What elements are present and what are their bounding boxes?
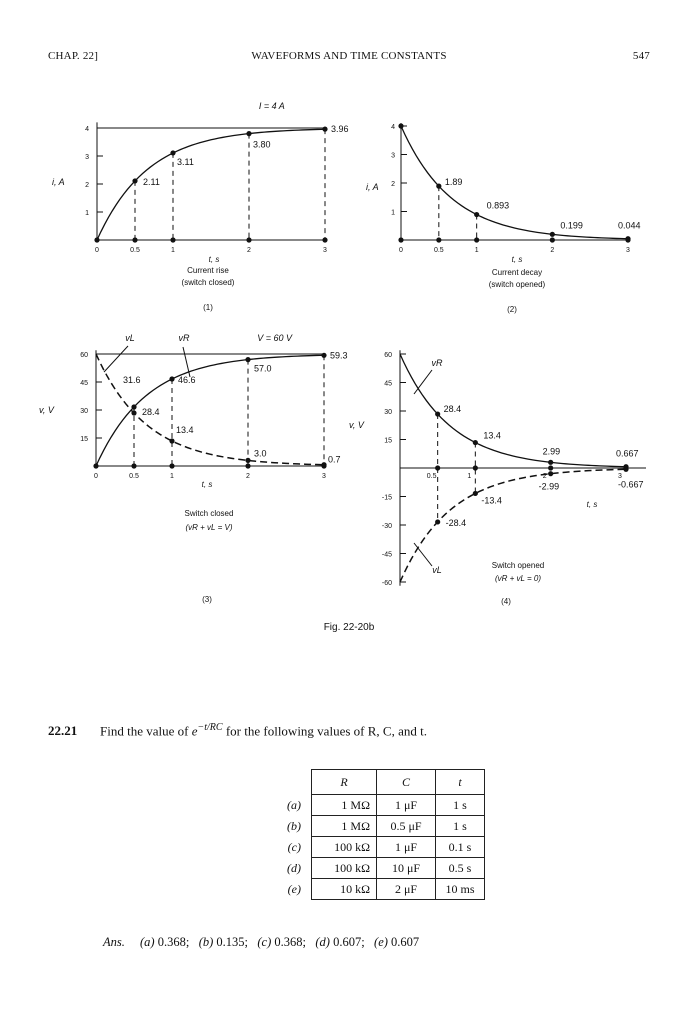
g2-axis-point bbox=[474, 237, 479, 242]
g4-y-tick-label: 60 bbox=[384, 352, 392, 359]
g1-x-label: t, s bbox=[208, 255, 220, 264]
g1-current-curve bbox=[97, 129, 325, 240]
g4-y-tick-label: -60 bbox=[381, 580, 392, 587]
g4-vL-label: -0.667 bbox=[618, 479, 644, 490]
g4-vR-label: 28.4 bbox=[443, 404, 462, 415]
g3-origin-point bbox=[93, 463, 98, 468]
header-r: R bbox=[312, 770, 377, 795]
g3-vR-label: 31.6 bbox=[123, 375, 141, 386]
g1-x-tick-label: 2 bbox=[247, 247, 251, 254]
g1-caption: Current rise bbox=[187, 266, 229, 275]
g4-vR-point bbox=[473, 440, 478, 445]
g3-vR-point bbox=[321, 353, 326, 358]
g3-x-tick-label: 0.5 bbox=[129, 473, 139, 480]
g3-x-label: t, s bbox=[201, 480, 213, 489]
g3-vR-label: 57.0 bbox=[254, 363, 272, 374]
g4-vR-label: 13.4 bbox=[483, 430, 501, 441]
table-row: (e) 10 kΩ 2 μF 10 ms bbox=[269, 879, 485, 900]
g4-x-tick-label: 1 bbox=[467, 473, 472, 480]
g2-x-tick-label: 0.5 bbox=[433, 247, 444, 254]
g2-data-point bbox=[436, 184, 441, 189]
g3-axis-point bbox=[169, 463, 174, 468]
g3-vL-point bbox=[321, 462, 326, 467]
g3-caption: (vR + vL = V) bbox=[185, 523, 233, 532]
g1-y-label: i, A bbox=[52, 177, 65, 187]
g1-y-tick-label: 2 bbox=[85, 182, 89, 189]
g1-axis-point bbox=[132, 237, 137, 242]
g3-x-tick-label: 0 bbox=[94, 473, 98, 480]
g3-top-label: V = 60 V bbox=[257, 333, 292, 343]
g4-y-tick-label: 45 bbox=[384, 380, 392, 388]
g2-data-point bbox=[550, 232, 555, 237]
g1-top-label: I = 4 A bbox=[258, 101, 285, 111]
page-number: 547 bbox=[632, 50, 650, 62]
g1-point-label: 3.96 bbox=[331, 124, 349, 135]
header-c: C bbox=[377, 770, 436, 795]
g3-vL-label: 13.4 bbox=[176, 424, 194, 435]
figure-caption: Fig. 22-20b bbox=[323, 622, 375, 633]
g4-y-tick-label: -45 bbox=[381, 551, 392, 559]
g4-axis-point bbox=[435, 465, 440, 470]
g2-x-label: t, s bbox=[511, 255, 523, 264]
g3-y-label: v, V bbox=[39, 405, 54, 415]
rc-values-table bbox=[269, 769, 485, 900]
g1-caption: (switch closed) bbox=[181, 278, 235, 287]
table-header-row bbox=[269, 770, 485, 795]
g4-vR-point bbox=[548, 460, 553, 465]
g4-vR-point bbox=[435, 411, 440, 416]
table-row: (b) 1 MΩ 0.5 μF 1 s bbox=[269, 816, 485, 837]
g4-x-tick-label: 3 bbox=[618, 473, 622, 480]
answer-tag: Ans. bbox=[103, 935, 125, 949]
g4-vR-label: 2.99 bbox=[542, 446, 561, 457]
g3-vL-arrow bbox=[104, 346, 128, 372]
g2-y-tick-label: 3 bbox=[391, 152, 395, 160]
g1-data-point bbox=[322, 127, 327, 132]
g3-vL-label: 3.0 bbox=[254, 448, 267, 459]
g4-caption: (vR + vL = 0) bbox=[494, 574, 542, 583]
g1-x-tick-label: 0 bbox=[95, 247, 99, 254]
g1-axis-point bbox=[170, 237, 175, 242]
g3-vL-point bbox=[131, 410, 136, 415]
g2-y-tick-label: 4 bbox=[391, 124, 395, 131]
g2-data-point bbox=[398, 123, 403, 128]
g2-point-label: 0.199 bbox=[560, 220, 583, 231]
g3-vL-label: 28.4 bbox=[142, 406, 160, 417]
g1-y-tick-label: 1 bbox=[85, 210, 89, 217]
g2-y-tick-label: 1 bbox=[391, 209, 395, 217]
problem-22-21 bbox=[48, 722, 427, 739]
g2-point-label: 1.89 bbox=[444, 177, 463, 188]
g4-vL-point bbox=[548, 471, 553, 476]
g4-vL-point bbox=[623, 467, 628, 472]
g1-x-tick-label: 0.5 bbox=[130, 247, 140, 254]
g4-vL-point bbox=[473, 491, 478, 496]
g3-y-tick-label: 60 bbox=[80, 352, 88, 359]
g4-axis-point bbox=[473, 465, 478, 470]
g3-axis-point bbox=[131, 463, 136, 468]
g1-y-tick-label: 4 bbox=[85, 126, 89, 133]
g2-axis-point bbox=[550, 237, 555, 242]
g2-axis-point bbox=[398, 237, 403, 242]
header-t: t bbox=[436, 770, 485, 795]
g4-axis-point bbox=[548, 465, 553, 470]
g3-y-tick-label: 45 bbox=[80, 380, 88, 387]
g2-point-label: 0.893 bbox=[486, 200, 510, 211]
g3-vL-point bbox=[245, 458, 250, 463]
g4-vL-label: -2.99 bbox=[538, 481, 560, 492]
g3-vR-point bbox=[131, 404, 136, 409]
table-row: (a) 1 MΩ 1 μF 1 s bbox=[269, 795, 485, 816]
g3-vL-curve bbox=[96, 354, 324, 465]
g2-axis-point bbox=[436, 237, 441, 242]
g3-x-tick-label: 2 bbox=[246, 473, 250, 480]
g2-x-tick-label: 1 bbox=[474, 247, 479, 254]
g2-x-tick-label: 3 bbox=[626, 247, 630, 254]
g3-vR-label: 59.3 bbox=[330, 350, 348, 361]
g3-caption: Switch closed bbox=[184, 509, 234, 518]
g2-data-point bbox=[474, 212, 479, 217]
g1-x-tick-label: 3 bbox=[323, 247, 327, 254]
g3-vL-label: 0.7 bbox=[328, 454, 341, 465]
g2-axis-point bbox=[625, 237, 630, 242]
g4-vL-arrow bbox=[414, 543, 432, 566]
chapter-label: CHAP. 22] bbox=[48, 50, 99, 62]
g4-y-label: v, V bbox=[349, 420, 364, 430]
g1-point-label: 3.80 bbox=[253, 139, 271, 150]
g4-caption: Switch opened bbox=[491, 561, 545, 570]
g4-x-label: t, s bbox=[586, 500, 598, 509]
g3-vR-annotation: vR bbox=[178, 333, 190, 343]
g3-y-tick-label: 30 bbox=[80, 408, 88, 415]
g2-caption: Current decay bbox=[491, 268, 543, 277]
g3-vR-point bbox=[169, 376, 174, 381]
g4-vR-curve bbox=[400, 354, 626, 467]
g3-vL-annotation: vL bbox=[125, 333, 135, 343]
table-row: (d) 100 kΩ 10 μF 0.5 s bbox=[269, 858, 485, 879]
g3-number: (3) bbox=[202, 595, 212, 604]
g3-y-tick-label: 15 bbox=[80, 436, 88, 443]
answer-line: Ans. (a) 0.368; (b) 0.135; (c) 0.368; (d) 0.607; (e) 0.607 bbox=[103, 935, 420, 949]
g2-caption: (switch opened) bbox=[488, 280, 546, 289]
g4-y-tick-label: -15 bbox=[381, 494, 392, 502]
g3-x-tick-label: 3 bbox=[322, 473, 326, 480]
g2-y-label: i, A bbox=[366, 182, 379, 192]
g4-vL-annotation: vL bbox=[432, 565, 442, 575]
g4-y-tick-label: 15 bbox=[384, 437, 392, 445]
g1-data-point bbox=[132, 178, 137, 183]
g4-vR-arrow bbox=[414, 370, 432, 394]
g3-vR-label: 46.6 bbox=[178, 375, 196, 386]
g3-x-tick-label: 1 bbox=[170, 473, 174, 480]
g2-number: (2) bbox=[507, 305, 517, 314]
problem-text-after: for the following values of R, C, and t. bbox=[222, 723, 427, 739]
exponent: −t/RC bbox=[197, 722, 223, 733]
g1-point-label: 3.11 bbox=[177, 156, 194, 167]
g3-vL-point bbox=[169, 438, 174, 443]
g4-y-tick-label: -30 bbox=[381, 523, 392, 530]
g4-x-tick-label: 2 bbox=[542, 473, 547, 480]
g2-y-tick-label: 2 bbox=[391, 181, 395, 188]
g4-x-tick-label: 0.5 bbox=[426, 473, 437, 480]
g2-current-curve bbox=[401, 126, 628, 239]
g1-data-point bbox=[170, 150, 175, 155]
g4-vR-label: 0.667 bbox=[616, 448, 639, 459]
g1-data-point bbox=[246, 131, 251, 136]
g2-x-tick-label: 0 bbox=[399, 247, 403, 254]
table-row: (c) 100 kΩ 1 μF 0.1 s bbox=[269, 837, 485, 858]
g3-vR-curve bbox=[96, 355, 324, 466]
g1-number: (1) bbox=[203, 303, 213, 312]
g4-vL-label: -13.4 bbox=[481, 495, 502, 506]
g1-origin-point bbox=[94, 237, 99, 242]
g1-y-tick-label: 3 bbox=[85, 154, 89, 161]
exp-base: e bbox=[191, 723, 198, 739]
g1-x-tick-label: 1 bbox=[171, 247, 175, 254]
g2-point-label: 0.044 bbox=[618, 220, 641, 231]
g2-x-tick-label: 2 bbox=[550, 247, 555, 254]
g3-axis-point bbox=[245, 463, 250, 468]
g4-number: (4) bbox=[501, 597, 511, 606]
g1-point-label: 2.11 bbox=[143, 176, 160, 187]
g4-vR-annotation: vR bbox=[431, 358, 443, 368]
g4-vL-point bbox=[435, 519, 440, 524]
g4-vL-label: -28.4 bbox=[445, 517, 467, 528]
g1-axis-point bbox=[246, 237, 251, 242]
g3-vR-point bbox=[245, 357, 250, 362]
g1-axis-point bbox=[322, 237, 327, 242]
problem-number: 22.21 bbox=[48, 723, 78, 739]
running-title: WAVEFORMS AND TIME CONSTANTS bbox=[251, 50, 447, 62]
problem-text-before: Find the value of bbox=[100, 723, 192, 739]
g4-y-tick-label: 30 bbox=[384, 409, 392, 416]
